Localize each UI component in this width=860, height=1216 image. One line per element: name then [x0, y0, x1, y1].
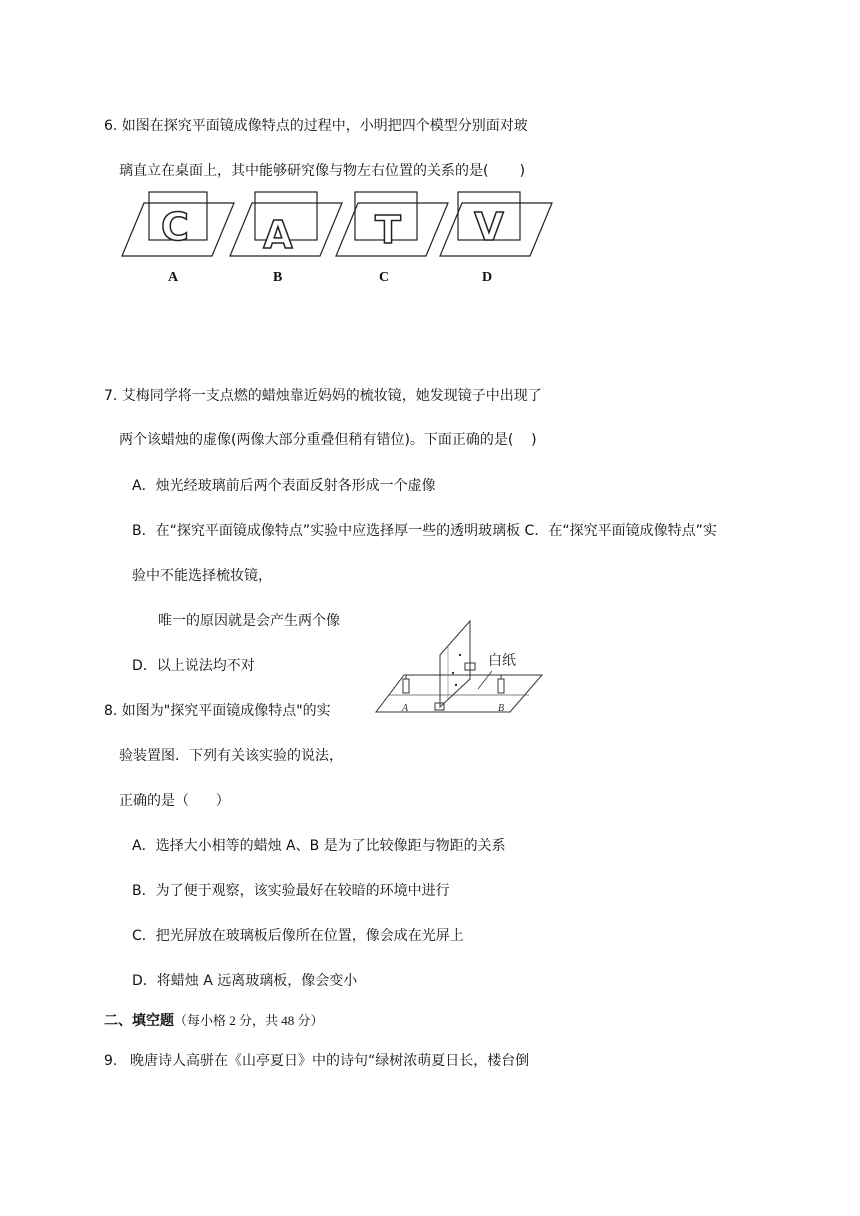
mirror-experiment-figure — [374, 617, 544, 717]
q8-option-b: B．为了便于观察，该实验最好在较暗的环境中进行 — [132, 883, 450, 899]
model-letter: C — [161, 205, 189, 249]
model-t-figure — [336, 190, 452, 260]
candle-a-label: A — [402, 703, 409, 714]
q7-option-d: D．以上说法均不对 — [132, 658, 255, 674]
q7-option-c-reason: 唯一的原因就是会产生两个像 — [158, 613, 340, 629]
q9-text: 晚唐诗人高骈在《山亭夏日》中的诗句“绿树浓萌夏日长，楼台倒 — [130, 1053, 530, 1069]
section-heading — [104, 1011, 324, 1031]
q7-line1: 7. 艾梅同学将一支点燃的蜡烛靠近妈妈的梳妆镜，她发现镜子中出现了 — [104, 388, 542, 404]
q6-line1: 6. 如图在探究平面镜成像特点的过程中，小明把四个模型分别面对玻 — [104, 118, 528, 134]
model-letter: V — [474, 205, 504, 249]
q8-line2: 验装置图．下列有关该实验的说法， — [119, 748, 343, 764]
q8-line1: 8. 如图为"探究平面镜成像特点"的实 — [104, 703, 331, 719]
q6-line2: 璃直立在桌面上，其中能够研究像与物左右位置的关系的是( ) — [119, 163, 526, 179]
q7-option-a: A．烛光经玻璃前后两个表面反射各形成一个虚像 — [132, 478, 436, 494]
q8-line3: 正确的是（ ） — [119, 793, 230, 809]
paper-label: 白纸 — [488, 653, 516, 669]
model-v-figure — [440, 190, 556, 260]
option-label-d: D — [482, 270, 493, 285]
candle-b-label: B — [498, 703, 505, 714]
model-a-figure — [230, 190, 346, 260]
q8-option-a: A．选择大小相等的蜡烛 A、B 是为了比较像距与物距的关系 — [132, 838, 506, 854]
q9-number: 9. — [104, 1053, 118, 1069]
option-label-c: C — [379, 270, 390, 285]
section-note: （每小格 2 分，共 48 分） — [174, 1013, 324, 1028]
q7-option-b: B．在“探究平面镜成像特点”实验中应选择厚一些的透明玻璃板 C．在“探究平面镜成像特点”实 — [132, 523, 717, 539]
section-title: 二、填空题 — [104, 1013, 174, 1029]
option-label-b: B — [273, 270, 283, 285]
q7-line2: 两个该蜡烛的虚像(两像大部分重叠但稍有错位)。下面正确的是( ) — [119, 432, 537, 448]
option-label-a: A — [168, 270, 179, 285]
model-letter: T — [375, 208, 401, 252]
q8-option-d: D．将蜡烛 A 远离玻璃板，像会变小 — [132, 973, 358, 989]
q7-option-c-cont: 验中不能选择梳妆镜， — [132, 568, 272, 584]
model-c-figure — [122, 190, 238, 260]
model-letter: A — [263, 213, 293, 257]
q8-option-c: C．把光屏放在玻璃板后像所在位置，像会成在光屏上 — [132, 928, 464, 944]
